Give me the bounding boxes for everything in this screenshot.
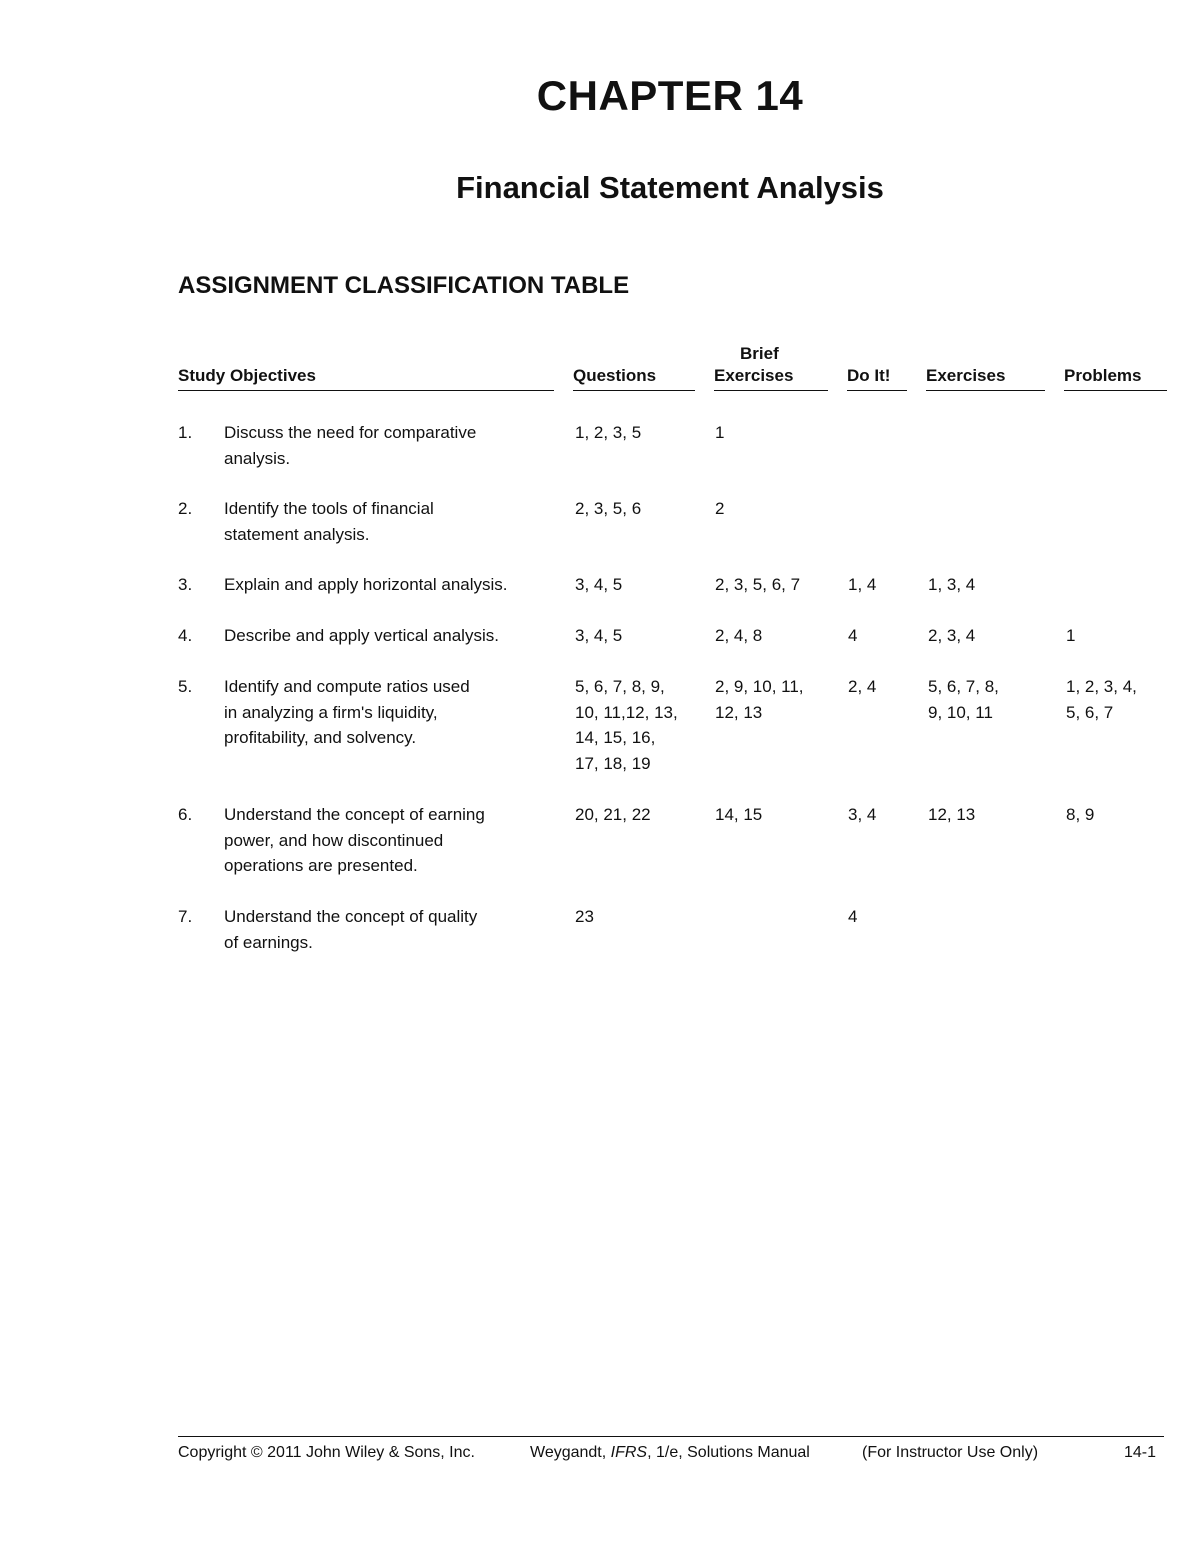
objective-text: Identify and compute ratios used in analyzing a firm's liquidity, profitability, and solvency. xyxy=(224,677,470,747)
objective-number: 7. xyxy=(178,907,193,926)
questions-cell: 3, 4, 5 xyxy=(575,626,623,645)
footer-book-title: IFRS xyxy=(610,1444,648,1461)
exercises-cell: 5, 6, 7, 8, 9, 10, 11 xyxy=(928,677,999,722)
objective-text: Identify the tools of financial statement analysis. xyxy=(224,499,434,544)
section-heading: ASSIGNMENT CLASSIFICATION TABLE xyxy=(178,272,630,299)
brief-exercises-cell: 1 xyxy=(715,423,725,442)
footer-copyright: Copyright © 2011 John Wiley & Sons, Inc. xyxy=(178,1444,475,1461)
footer-page-number: 14-1 xyxy=(1124,1444,1157,1461)
questions-cell: 23 xyxy=(575,907,594,926)
objective-number: 3. xyxy=(178,575,193,594)
do-it-cell: 4 xyxy=(848,907,858,926)
footer-audience: (For Instructor Use Only) xyxy=(862,1444,1039,1461)
questions-cell: 2, 3, 5, 6 xyxy=(575,499,642,518)
header-problems: Problems xyxy=(1064,366,1167,391)
do-it-cell: 2, 4 xyxy=(848,677,877,696)
objective-number: 1. xyxy=(178,423,193,442)
questions-cell: 3, 4, 5 xyxy=(575,575,623,594)
objective-number: 4. xyxy=(178,626,193,645)
brief-exercises-cell: 2, 3, 5, 6, 7 xyxy=(715,575,801,594)
questions-cell: 1, 2, 3, 5 xyxy=(575,423,642,442)
footer-book-info xyxy=(530,1444,810,1462)
do-it-cell: 4 xyxy=(848,626,858,645)
problems-cell: 8, 9 xyxy=(1066,805,1095,824)
header-brief-top: Brief xyxy=(740,344,779,363)
footer-book-author: Weygandt, xyxy=(530,1444,611,1461)
objective-text: Understand the concept of quality of earnings. xyxy=(224,907,478,952)
questions-cell: 20, 21, 22 xyxy=(575,805,651,824)
header-do-it: Do It! xyxy=(847,366,907,391)
questions-cell: 5, 6, 7, 8, 9, 10, 11,12, 13, 14, 15, 16, 17, 18, 19 xyxy=(575,677,678,773)
header-brief-exercises: Exercises xyxy=(714,366,828,391)
footer-rule xyxy=(178,1436,1164,1437)
do-it-cell: 3, 4 xyxy=(848,805,877,824)
exercises-cell: 1, 3, 4 xyxy=(928,575,976,594)
problems-cell: 1 xyxy=(1066,626,1076,645)
objective-number: 5. xyxy=(178,677,193,696)
brief-exercises-cell: 2, 4, 8 xyxy=(715,626,763,645)
exercises-cell: 2, 3, 4 xyxy=(928,626,976,645)
chapter-subtitle: Financial Statement Analysis xyxy=(456,170,884,205)
brief-exercises-cell: 14, 15 xyxy=(715,805,763,824)
objective-text: Discuss the need for comparative analysis. xyxy=(224,423,477,468)
brief-exercises-cell: 2, 9, 10, 11, 12, 13 xyxy=(715,677,804,722)
objective-text: Understand the concept of earning power, and how discontinued operations are presented. xyxy=(224,805,485,875)
brief-exercises-cell: 2 xyxy=(715,499,725,518)
header-exercises: Exercises xyxy=(926,366,1045,391)
header-questions: Questions xyxy=(573,366,695,391)
objective-number: 2. xyxy=(178,499,193,518)
problems-cell: 1, 2, 3, 4, 5, 6, 7 xyxy=(1066,677,1137,722)
exercises-cell: 12, 13 xyxy=(928,805,976,824)
footer-book-rest: , 1/e, Solutions Manual xyxy=(647,1444,810,1461)
header-study-objectives: Study Objectives xyxy=(178,366,554,391)
objective-text: Explain and apply horizontal analysis. xyxy=(224,575,508,594)
objective-number: 6. xyxy=(178,805,193,824)
objective-text: Describe and apply vertical analysis. xyxy=(224,626,499,645)
chapter-title: CHAPTER 14 xyxy=(536,72,804,119)
do-it-cell: 1, 4 xyxy=(848,575,877,594)
